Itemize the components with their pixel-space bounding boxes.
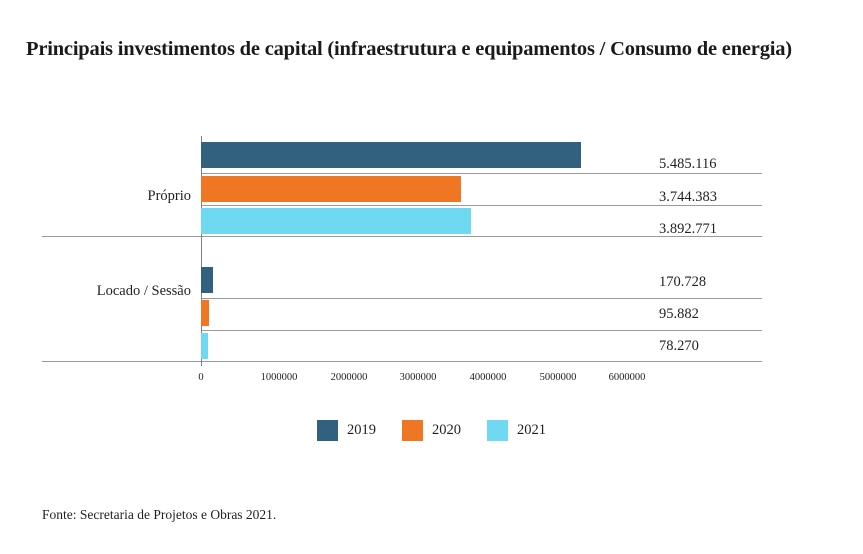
bar-value-proprio-2021: 3.892.771	[659, 221, 717, 237]
x-tick-6: 6000000	[608, 372, 646, 383]
x-tick-1: 1000000	[260, 372, 298, 383]
bar-value-locado-2019: 170.728	[659, 274, 707, 290]
y-axis-line	[201, 136, 202, 366]
x-tick-4: 4000000	[469, 372, 507, 383]
legend-label-2019: 2019	[347, 422, 376, 438]
x-tick-3: 3000000	[399, 372, 437, 383]
legend-label-2021: 2021	[517, 422, 546, 438]
legend-label-2020: 2020	[432, 422, 461, 438]
bar-value-locado-2021: 78.270	[659, 338, 699, 354]
legend-item-2021[interactable]	[487, 420, 546, 441]
category-label-proprio: Próprio	[147, 188, 191, 204]
bar-proprio-2020	[201, 176, 461, 202]
row-separator	[42, 236, 762, 237]
chart-legend	[0, 420, 863, 441]
row-separator	[201, 173, 762, 174]
bar-value-proprio-2019: 5.485.116	[659, 156, 717, 172]
source-note: Fonte: Secretaria de Projetos e Obras 2021.	[42, 507, 277, 522]
x-tick-5: 5000000	[539, 372, 577, 383]
row-separator	[42, 361, 762, 362]
bar-locado-2019	[201, 267, 213, 293]
bar-locado-2021	[201, 333, 208, 359]
x-tick-2: 2000000	[330, 372, 368, 383]
legend-swatch-2021	[487, 420, 508, 441]
bar-value-locado-2020: 95.882	[659, 306, 699, 322]
legend-item-2019[interactable]	[317, 420, 376, 441]
category-label-locado: Locado / Sessão	[96, 283, 191, 299]
bar-proprio-2021	[201, 208, 471, 234]
row-separator	[201, 298, 762, 299]
chart-title: Principais investimentos de capital (infraestrutura e equipamentos / Consumo de energia)	[26, 38, 792, 60]
bar-locado-2020	[201, 300, 209, 326]
legend-item-2020[interactable]	[402, 420, 461, 441]
x-tick-0: 0	[198, 372, 204, 383]
bar-proprio-2019	[201, 142, 581, 168]
legend-swatch-2020	[402, 420, 423, 441]
row-separator	[201, 330, 762, 331]
legend-swatch-2019	[317, 420, 338, 441]
bar-value-proprio-2020: 3.744.383	[659, 189, 717, 205]
